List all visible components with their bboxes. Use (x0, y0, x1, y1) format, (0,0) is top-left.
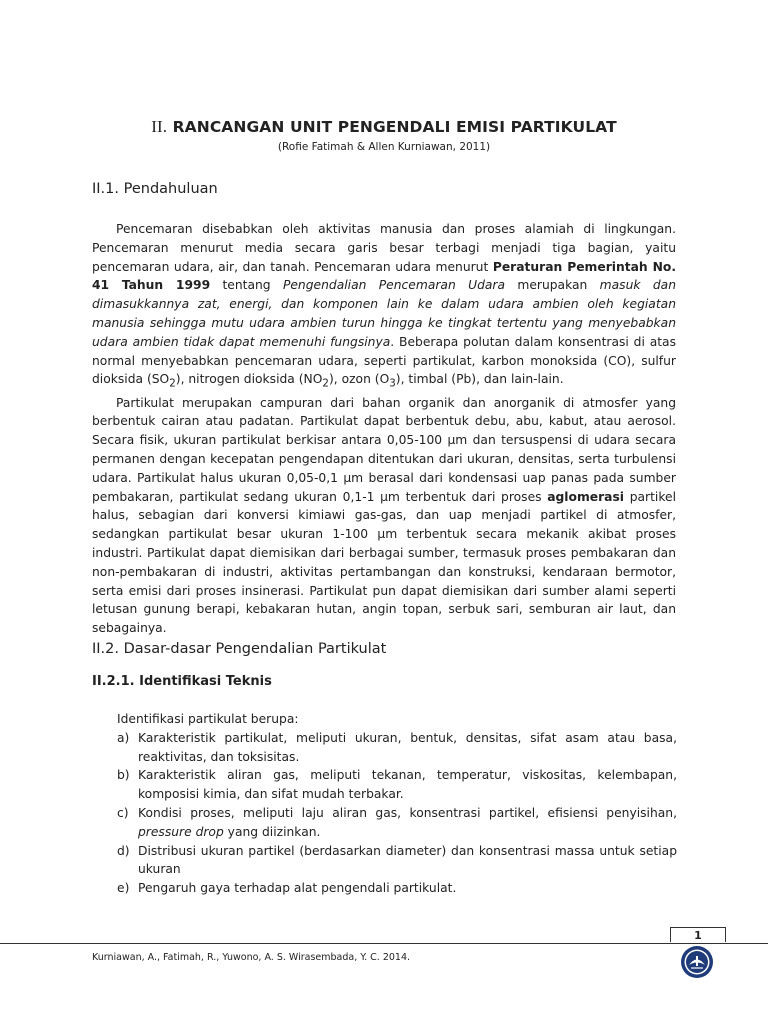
paragraph-pencemaran (92, 220, 676, 394)
term-aglomerasi: aglomerasi (547, 489, 625, 504)
subscript: 2 (169, 377, 176, 390)
seal-emblem-stem (696, 956, 698, 966)
text-run: partikel halus, sebagian dari konversi kimiawi gas-gas, dan uap menjadi partikel di atmosfer, sedangkan partikulat besar ukuran 1-100 µm terbentuk secara mekanik akibat proses industri. Partikulat dapat diemisikan dari berbagai sumber, termasuk proses pembakaran dan non-pembakaran di industri, aktivitas pertambangan dan konstruksi, kendaraan bermotor, serta emisi dari proses insinerasi. Partikulat pun dapat diemisikan dari sumber alami seperti letusan gunung berapi, kebakaran hutan, angin topan, serbuk sari, semburan air laut, dan sebagainya. (92, 489, 676, 636)
term-pressure-drop: pressure drop (138, 824, 224, 839)
list-marker: c) (117, 805, 129, 820)
text-run: Pencemaran disebabkan oleh aktivitas manusia dan proses alamiah di lingkungan. Pencemaran menurut media secara garis besar terbagi menjadi tiga bagian, yaitu pencemaran udara, air, dan tanah. Pencemaran udara menurut (92, 222, 676, 274)
law-reference: Peraturan Pemerintah No. 41 Tahun 1999 (92, 259, 676, 293)
text-run: ), timbal (Pb), dan lain-lain. (395, 372, 564, 387)
list-item (117, 842, 677, 880)
list-item-text: Kondisi proses, meliputi laju aliran gas, konsentrasi partikel, efisiensi penyisihan, (138, 805, 677, 820)
section1-body (92, 220, 676, 638)
list-item (117, 766, 677, 804)
list-marker: e) (117, 881, 130, 896)
list-item-text: Karakteristik aliran gas, meliputi tekanan, temperatur, viskositas, kelembapan, komposisi kimia, dan sifat mudah terbakar. (138, 768, 677, 802)
list-item-text: yang diizinkan. (223, 824, 321, 839)
list-item-text: Distribusi ukuran partikel (berdasarkan diameter) dan konsentrasi massa untuk setiap ukuran (138, 843, 677, 877)
section-heading-dasar: II.2. Dasar-dasar Pengendalian Partikulat (92, 641, 387, 657)
subscript: 3 (389, 377, 396, 390)
text-run: merupakan (505, 278, 600, 293)
text-run: ), nitrogen dioksida (NO (175, 372, 323, 387)
chapter-title-text: RANCANGAN UNIT PENGENDALI EMISI PARTIKULAT (172, 118, 617, 136)
chapter-attribution: (Rofie Fatimah & Allen Kurniawan, 2011) (277, 141, 491, 153)
footer-citation: Kurniawan, A., Fatimah, R., Yuwono, A. S. Wirasembada, Y. C. 2014. (92, 952, 411, 963)
text-run: ), ozon (O (328, 372, 390, 387)
subsection-heading-identifikasi: II.2.1. Identifikasi Teknis (92, 674, 272, 689)
university-seal-icon (680, 945, 714, 979)
identification-list (117, 710, 677, 898)
list-marker: b) (117, 768, 130, 783)
list-intro: Identifikasi partikulat berupa: (117, 712, 299, 726)
law-definition: masuk dan dimasukkannya zat, energi, dan komponen lain ke dalam udara ambien oleh kegiatan manusia sehingga mutu udara ambien turun hingga ke tingkat tertentu yang menyebabkan udara ambien tidak dapat memenuhi fungsinya (92, 278, 676, 349)
text-run: tentang (210, 278, 283, 293)
list-item (117, 879, 677, 898)
list-marker: a) (117, 730, 130, 745)
list-marker: d) (117, 843, 130, 858)
list-item (117, 729, 677, 767)
page-number: 1 (670, 927, 726, 942)
chapter-number: II. (151, 117, 168, 136)
list-item-text: Karakteristik partikulat, meliputi ukuran, bentuk, densitas, sifat asam atau basa, reaktivitas, dan toksisitas. (138, 730, 677, 764)
text-run: Partikulat merupakan campuran dari bahan organik dan anorganik di atmosfer yang berbentuk cairan atau padatan. Partikulat dapat berbentuk debu, abu, kabut, atau aerosol. Secara fisik, ukuran partikulat berkisar antara 0,05-100 µm dan tersuspensi di udara secara permanen dengan kecepatan pengendapan ditentukan dari ukuran, densitas, serta turbulensi udara. Partikulat halus ukuran 0,05-0,1 µm berasal dari kondensasi uap panas pada sumber pembakaran, partikulat sedang ukuran 0,1-1 µm terbentuk dari proses (92, 395, 676, 504)
list-item-text: Pengaruh gaya terhadap alat pengendali partikulat. (138, 881, 457, 896)
law-title: Pengendalian Pencemaran Udara (282, 278, 506, 293)
subscript: 2 (322, 377, 329, 390)
footer-rule (0, 943, 768, 944)
paragraph-partikulat (92, 394, 676, 638)
chapter-title (0, 117, 768, 137)
list-item (117, 804, 677, 842)
criteria-list (117, 729, 677, 898)
text-run: . Beberapa polutan dalam konsentrasi di atas normal menyebabkan pencemaran udara, seperti partikulat, karbon monoksida (CO), sulfur dioksida (SO (92, 334, 676, 387)
section-heading-pendahuluan: II.1. Pendahuluan (92, 181, 218, 197)
